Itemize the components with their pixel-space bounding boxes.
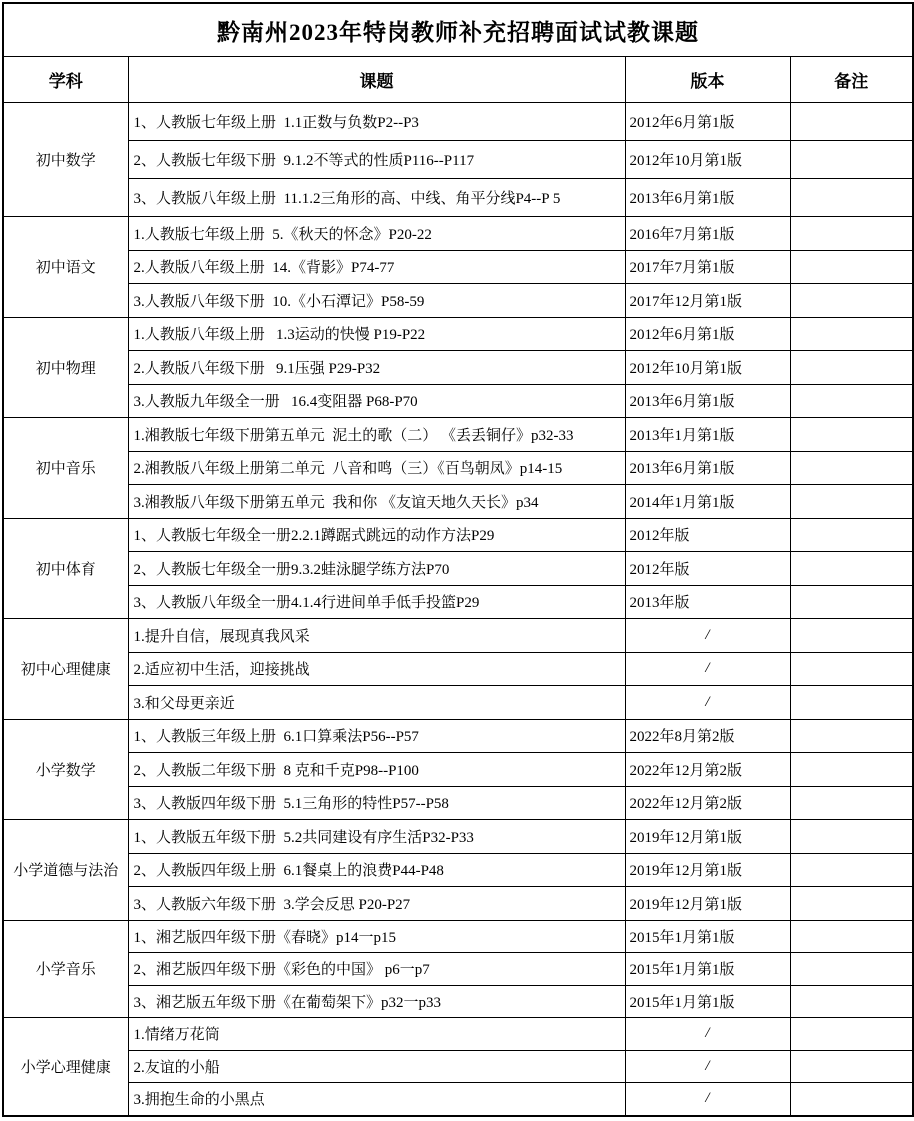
topic-cell: 3.人教版八年级下册 10.《小石潭记》P58-59 [128,284,625,318]
topic-cell: 1、人教版七年级上册 1.1正数与负数P2--P3 [128,103,625,141]
note-cell [790,384,913,418]
topic-cell: 2、人教版四年级上册 6.1餐桌上的浪费P44-P48 [128,853,625,887]
version-cell: 2019年12月第1版 [625,887,790,921]
note-cell [790,418,913,452]
version-cell: / [625,1050,790,1083]
version-cell: 2012年6月第1版 [625,103,790,141]
topic-cell: 3.和父母更亲近 [128,686,625,720]
topic-cell: 2、人教版七年级下册 9.1.2不等式的性质P116--P117 [128,141,625,179]
note-cell [790,485,913,519]
topic-cell: 2.人教版八年级上册 14.《背影》P74-77 [128,250,625,284]
note-cell [790,585,913,619]
version-cell: / [625,1018,790,1051]
subject-cell: 初中语文 [3,217,128,318]
table-row [3,985,913,1018]
topic-cell: 2、人教版二年级下册 8 克和千克P98--P100 [128,753,625,787]
topic-cell: 1.人教版八年级上册 1.3运动的快慢 P19-P22 [128,317,625,351]
note-cell [790,1050,913,1083]
note-cell [790,351,913,385]
note-cell [790,820,913,854]
column-header-note: 备注 [790,57,913,103]
table-row [3,552,913,586]
column-header-topic: 课题 [128,57,625,103]
column-header-version: 版本 [625,57,790,103]
note-cell [790,141,913,179]
version-cell: 2022年12月第2版 [625,786,790,820]
note-cell [790,652,913,686]
subject-cell: 初中体育 [3,518,128,619]
note-cell [790,317,913,351]
version-cell: 2015年1月第1版 [625,953,790,986]
subject-cell: 小学心理健康 [3,1018,128,1116]
page-title: 黔南州2023年特岗教师补充招聘面试试教课题 [3,3,913,57]
subject-cell: 小学道德与法治 [3,820,128,921]
note-cell [790,179,913,217]
version-cell: 2017年7月第1版 [625,250,790,284]
topic-cell: 3、湘艺版五年级下册《在葡萄架下》p32一p33 [128,985,625,1018]
table-row [3,418,913,452]
topic-cell: 2.湘教版八年级上册第二单元 八音和鸣（三）《百鸟朝凤》p14-15 [128,451,625,485]
note-cell [790,753,913,787]
table-row [3,351,913,385]
topic-cell: 2、湘艺版四年级下册《彩色的中国》 p6一p7 [128,953,625,986]
topic-cell: 3.人教版九年级全一册 16.4变阻器 P68-P70 [128,384,625,418]
note-cell [790,284,913,318]
version-cell: 2012年10月第1版 [625,351,790,385]
topic-cell: 2.人教版八年级下册 9.1压强 P29-P32 [128,351,625,385]
table-body [3,103,913,1116]
table-row [3,1083,913,1116]
subject-cell: 初中物理 [3,317,128,418]
table-row [3,141,913,179]
table-row [3,451,913,485]
table-row [3,686,913,720]
version-cell: / [625,619,790,653]
note-cell [790,1083,913,1116]
exam-topics-table [2,2,914,1117]
topic-cell: 3、人教版八年级上册 11.1.2三角形的高、中线、角平分线P4--P 5 [128,179,625,217]
table-row [3,719,913,753]
version-cell: / [625,1083,790,1116]
note-cell [790,953,913,986]
version-cell: 2013年1月第1版 [625,418,790,452]
topic-cell: 1.湘教版七年级下册第五单元 泥土的歌（二） 《丢丢铜仔》p32-33 [128,418,625,452]
version-cell: 2013年6月第1版 [625,451,790,485]
note-cell [790,719,913,753]
table-row [3,1050,913,1083]
version-cell: 2013年版 [625,585,790,619]
note-cell [790,552,913,586]
subject-cell: 初中音乐 [3,418,128,519]
version-cell: 2019年12月第1版 [625,853,790,887]
topic-cell: 2.适应初中生活，迎接挑战 [128,652,625,686]
column-header-subject: 学科 [3,57,128,103]
topic-cell: 1.情绪万花筒 [128,1018,625,1051]
table-row [3,518,913,552]
table-row [3,217,913,251]
topic-cell: 3.湘教版八年级下册第五单元 我和你 《友谊天地久天长》p34 [128,485,625,519]
version-cell: 2012年版 [625,518,790,552]
topic-cell: 1.提升自信，展现真我风采 [128,619,625,653]
table-row [3,250,913,284]
table-row [3,317,913,351]
table-row [3,786,913,820]
topic-cell: 1.人教版七年级上册 5.《秋天的怀念》P20-22 [128,217,625,251]
note-cell [790,518,913,552]
version-cell: 2019年12月第1版 [625,820,790,854]
version-cell: 2015年1月第1版 [625,920,790,953]
table-header-row [3,57,913,103]
document-sheet [0,2,914,1121]
version-cell: 2022年8月第2版 [625,719,790,753]
note-cell [790,853,913,887]
note-cell [790,619,913,653]
version-cell: / [625,652,790,686]
note-cell [790,686,913,720]
topic-cell: 2、人教版七年级全一册9.3.2蛙泳腿学练方法P70 [128,552,625,586]
table-row [3,384,913,418]
topic-cell: 3、人教版六年级下册 3.学会反思 P20-P27 [128,887,625,921]
table-row [3,585,913,619]
table-row [3,887,913,921]
version-cell: 2014年1月第1版 [625,485,790,519]
topic-cell: 3、人教版八年级全一册4.1.4行进间单手低手投篮P29 [128,585,625,619]
version-cell: 2012年6月第1版 [625,317,790,351]
version-cell: 2016年7月第1版 [625,217,790,251]
topic-cell: 1、人教版五年级下册 5.2共同建设有序生活P32-P33 [128,820,625,854]
title-row [3,3,913,57]
table-row [3,652,913,686]
note-cell [790,451,913,485]
version-cell: 2012年版 [625,552,790,586]
table-row [3,920,913,953]
table-row [3,953,913,986]
table-row [3,853,913,887]
note-cell [790,103,913,141]
note-cell [790,217,913,251]
note-cell [790,250,913,284]
subject-cell: 初中心理健康 [3,619,128,720]
version-cell: 2013年6月第1版 [625,384,790,418]
table-row [3,1018,913,1051]
topic-cell: 1、人教版七年级全一册2.2.1蹲踞式跳远的动作方法P29 [128,518,625,552]
version-cell: 2017年12月第1版 [625,284,790,318]
version-cell: 2015年1月第1版 [625,985,790,1018]
note-cell [790,920,913,953]
note-cell [790,786,913,820]
version-cell: 2022年12月第2版 [625,753,790,787]
version-cell: 2013年6月第1版 [625,179,790,217]
topic-cell: 1、湘艺版四年级下册《春晓》p14一p15 [128,920,625,953]
note-cell [790,1018,913,1051]
table-row [3,619,913,653]
table-row [3,284,913,318]
subject-cell: 小学音乐 [3,920,128,1018]
table-row [3,753,913,787]
note-cell [790,887,913,921]
topic-cell: 3.拥抱生命的小黑点 [128,1083,625,1116]
topic-cell: 3、人教版四年级下册 5.1三角形的特性P57--P58 [128,786,625,820]
subject-cell: 小学数学 [3,719,128,820]
topic-cell: 1、人教版三年级上册 6.1口算乘法P56--P57 [128,719,625,753]
subject-cell: 初中数学 [3,103,128,217]
version-cell: / [625,686,790,720]
table-row [3,820,913,854]
table-row [3,485,913,519]
table-row [3,179,913,217]
table-row [3,103,913,141]
version-cell: 2012年10月第1版 [625,141,790,179]
topic-cell: 2.友谊的小船 [128,1050,625,1083]
note-cell [790,985,913,1018]
